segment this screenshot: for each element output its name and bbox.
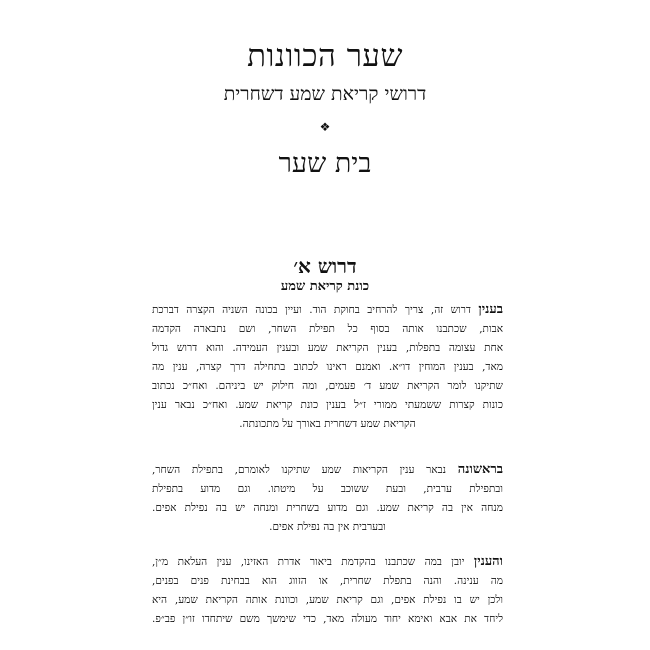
paragraph-line: מאד, בענין המוחין דו״א. ואמנם ראינו לכתוב בתחילה דרך קצרה, ענין מה — [152, 361, 503, 373]
paragraph-line — [152, 460, 503, 480]
ornament-icon: ❖ — [319, 120, 331, 134]
paragraph-line: ובתפילת ערבית, ובעת ששוכב על מיטתו. וגם מדוע בתפילת — [152, 483, 503, 495]
paragraph-line: ליחד את אבא ואימא יחוד מעולה מאד, כדי שימשך משם שיתחדו זו״ן פב״פ. — [152, 613, 503, 625]
paragraph-line: ולכן יש בו נפילת אפים, וגם קריאת שמע, וכוונת אותה הקריאת שמע, היא — [152, 594, 503, 606]
paragraph-line: אבות, שכתבנו אותה בסוף כל תפילת השחר, ושם נתבארה הקדמה — [152, 323, 503, 335]
paragraph-lead-word: והענין — [473, 554, 503, 569]
paragraph-lead-word: בראשונה — [457, 462, 503, 477]
paragraph-line: שתיקנו לומר הקריאת שמע ד׳ פעמים, ומה חילוק יש ביניהם. ואח״כ נכתוב — [152, 380, 503, 392]
line-text: דרוש זה, צריך להרחיב בחוקת הוד. ועיין בכונה השניה הקצרה דברכת — [152, 304, 471, 316]
book-title: שער הכוונות — [247, 38, 403, 74]
paragraph-line: מה ענינה. והנה בתפלת שחרית, או הזווג הוא בבחינת פנים בפנים, — [152, 575, 503, 587]
chapter-subtitle: כונת קריאת שמע — [280, 279, 370, 294]
paragraph-line — [152, 300, 503, 320]
paragraph-line: אחת עצומה בתפלות, בענין הקריאת שמע ובענין העמידה. והוא דרוש גדול — [152, 342, 503, 354]
section-title: בית שער — [278, 148, 372, 179]
paragraph-line: כונות קצרות ששמעתי ממורי ז״ל בענין כונת קריאת שמע. ואח״כ נבאר ענין — [152, 399, 503, 411]
paragraph-line: מנחה אין בה קריאת שמע. וגם מדוע בשחרית ומנחה יש בה נפילת אפים. — [152, 502, 503, 514]
line-text: נבאר ענין הקריאות שמע שתיקנו לאומרם, בתפילת השחר, — [152, 464, 447, 476]
book-subtitle: דרושי קריאת שמע דשחרית — [223, 83, 427, 105]
paragraph-lead-word: בענין — [478, 302, 503, 317]
paragraph-line: הקריאת שמע דשחרית באורך על מתכונתה. — [239, 418, 416, 430]
line-text: יובן במה שכתבנו בהקדמת ביאור אדרת האזינו, ענין העלאת מ״ן, — [152, 556, 465, 568]
paragraph — [152, 460, 503, 537]
paragraph — [152, 552, 503, 629]
paragraph — [152, 300, 503, 434]
paragraph-line — [152, 552, 503, 572]
chapter-title: דרוש א׳ — [293, 254, 357, 278]
paragraph-line: ובערבית אין בה נפילת אפים. — [269, 521, 386, 533]
